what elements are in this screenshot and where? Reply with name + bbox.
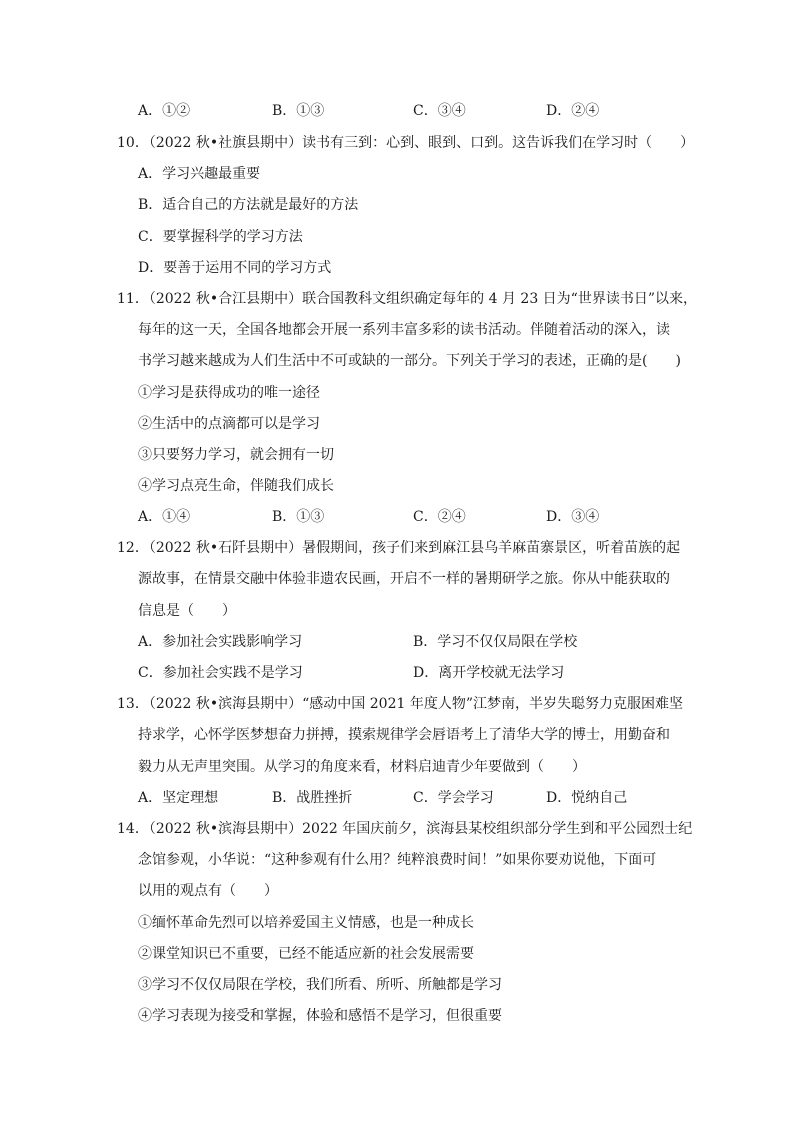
option-b: B．战胜挫折 bbox=[272, 790, 353, 806]
option-a: A．学习兴趣最重要 bbox=[138, 166, 261, 182]
option-d: D．要善于运用不同的学习方式 bbox=[138, 260, 332, 276]
question-stem-line: 持求学，心怀学医梦想奋力拼搏，摸索规律学会唇语考上了清华大学的博士，用勤奋和 bbox=[138, 727, 670, 743]
question-stem-line: 毅力从无声里突围。从学习的角度来看，材料启迪青少年要做到（ ） bbox=[138, 759, 586, 775]
option-c: C．②④ bbox=[413, 509, 466, 525]
option-a: A．①④ bbox=[138, 509, 191, 525]
option-b: B．适合自己的方法就是最好的方法 bbox=[138, 197, 359, 213]
question-stem-line: 12．（2022 秋•石阡县期中）暑假期间，孩子们来到麻江县乌羊麻苗寨景区，听着苗族的起 bbox=[117, 540, 681, 556]
option-b: B．学习不仅仅局限在学校 bbox=[413, 634, 578, 650]
option-a: A．坚定理想 bbox=[138, 790, 219, 806]
option-d: D．②④ bbox=[546, 103, 600, 119]
question-stem-line: 11．（2022 秋•合江县期中）联合国教科文组织确定每年的 4 月 23 日为“世界读书日”以来， bbox=[117, 291, 697, 307]
question-stem-line: 源故事，在情景交融中体验非遗农民画，开启不一样的暑期研学之旅。你从中能获取的 bbox=[138, 571, 670, 587]
question-stem-line: 信息是（ ） bbox=[138, 603, 236, 619]
option-d: D．悦纳自己 bbox=[546, 790, 628, 806]
question-stem-line: 14．（2022 秋•滨海县期中）2022 年国庆前夕，滨海县某校组织部分学生到和平公园烈士纪 bbox=[117, 821, 693, 837]
statement-2: ②课堂知识已不重要，已经不能适应新的社会发展需要 bbox=[138, 946, 474, 962]
statement-1: ①缅怀革命先烈可以培养爱国主义情感，也是一种成长 bbox=[138, 915, 474, 931]
option-d: D．离开学校就无法学习 bbox=[413, 665, 565, 681]
option-c: C．参加社会实践不是学习 bbox=[138, 665, 303, 681]
option-a: A．参加社会实践影响学习 bbox=[138, 634, 303, 650]
statement-3: ③只要努力学习，就会拥有一切 bbox=[138, 447, 334, 463]
option-d: D．③④ bbox=[546, 509, 600, 525]
option-b: B．①③ bbox=[272, 509, 325, 525]
question-stem-line: 念馆参观，小华说：“这种参观有什么用？纯粹浪费时间！”如果你要劝说他，下面可 bbox=[138, 852, 657, 868]
statement-1: ①学习是获得成功的唯一途径 bbox=[138, 385, 320, 401]
question-stem-line: 以用的观点有（ ） bbox=[138, 883, 278, 899]
option-b: B．①③ bbox=[272, 103, 325, 119]
question-stem-line: 每年的这一天，全国各地都会开展一系列丰富多彩的读书活动。伴随着活动的深入，读 bbox=[138, 322, 670, 338]
option-c: C．要掌握科学的学习方法 bbox=[138, 229, 303, 245]
statement-3: ③学习不仅仅局限在学校，我们所看、所听、所触都是学习 bbox=[138, 977, 502, 993]
statement-2: ②生活中的点滴都可以是学习 bbox=[138, 416, 320, 432]
option-a: A．①② bbox=[138, 103, 191, 119]
statement-4: ④学习点亮生命，伴随我们成长 bbox=[138, 478, 334, 494]
option-c: C．学会学习 bbox=[413, 790, 494, 806]
question-stem-line: 13．（2022 秋•滨海县期中）“感动中国 2021 年度人物”江梦南，半岁失聪努力克服困难坚 bbox=[117, 696, 683, 712]
option-c: C．③④ bbox=[413, 103, 466, 119]
question-stem-line: 10．（2022 秋•社旗县期中）读书有三到：心到、眼到、口到。这告诉我们在学习时（ ） bbox=[117, 135, 695, 151]
statement-4: ④学习表现为接受和掌握，体验和感悟不是学习，但很重要 bbox=[138, 1008, 502, 1024]
question-stem-line: 书学习越来越成为人们生活中不可或缺的一部分。下列关于学习的表述，正确的是( ) bbox=[138, 353, 681, 369]
